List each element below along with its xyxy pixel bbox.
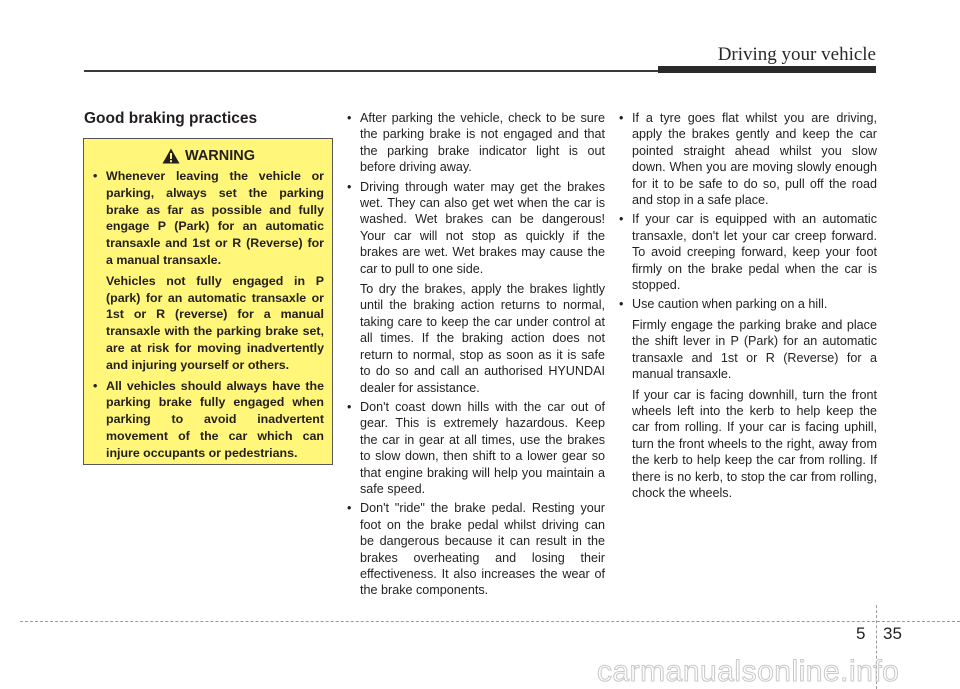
paragraph: • If a tyre goes flat whilst you are driving, apply the brakes gently and keep the car pointed straight ahead whilst you slow down. When you are moving slowly enough for it to be safe to do so, pull off the road and stop in a safe place. xyxy=(632,111,877,208)
warning-text: Vehicles not fully engaged in P (park) for an automatic transaxle or 1st or R (reverse) for a manual transaxle with the parking brake set, are at risk for moving inadvertently and injuring yourself or others. xyxy=(106,273,324,372)
warning-triangle-icon xyxy=(162,148,180,164)
column-3 xyxy=(619,110,877,504)
paragraph: To dry the brakes, apply the brakes lightly until the braking action returns to normal, taking care to keep the car under control at all times. If the braking action does not return to normal, stop as soon as it is safe to do so and call an authorised HYUNDAI dealer for assistance. xyxy=(360,282,605,395)
paragraph: • After parking the vehicle, check to be sure the parking brake is not engaged and that the parking brake indicator light is out before driving away. xyxy=(360,111,605,175)
warning-box xyxy=(83,138,333,465)
section-header-title: Driving your vehicle xyxy=(717,44,876,65)
bullet-list xyxy=(619,110,877,501)
warning-list xyxy=(93,168,324,462)
paragraph: • Don't coast down hills with the car out of gear. This is extremely hazardous. Keep the car in gear at all times, use the brakes to slow down, then shift to a lower gear so that engine braking will help you maintain a safe speed. xyxy=(360,399,605,496)
chapter-number: 5 xyxy=(856,624,866,643)
paragraph: • If your car is equipped with an automatic transaxle, don't let your car creep forward. To avoid creeping forward, keep your foot firmly on the brake pedal when the car is stopped. xyxy=(632,212,877,293)
column-2 xyxy=(347,110,605,602)
bullet-list xyxy=(347,110,605,599)
warning-item xyxy=(93,378,324,462)
paragraph: If your car is facing downhill, turn the front wheels left into the kerb to help keep the car from rolling. If your car is facing uphill, turn the front wheels to the right, away from the kerb to help keep the car from rolling. If there is no kerb, to stop the car from rolling, chock the wheels. xyxy=(632,387,877,500)
list-item xyxy=(347,110,605,176)
section-title: Good braking practices xyxy=(84,110,258,127)
header-rule xyxy=(84,70,658,72)
paragraph: • Driving through water may get the brakes wet. They can also get wet when the car is washed. Wet brakes can be dangerous! Your car will not stop as quickly if the brakes are wet. Wet brakes may cause the car to pull to one side. xyxy=(360,179,605,276)
footer-rule xyxy=(20,621,960,622)
warning-item xyxy=(93,168,324,374)
list-item xyxy=(619,211,877,293)
warning-text: • All vehicles should always have the parking brake fully engaged when parking to avoid inadvertent movement of the car which can injure occupants or pedestrians. xyxy=(106,378,324,460)
warning-title: WARNING xyxy=(184,148,256,164)
page-number: 35 xyxy=(883,624,902,643)
list-item xyxy=(619,296,877,501)
list-item xyxy=(619,110,877,208)
watermark: carmanualsonline.info xyxy=(597,655,900,688)
paragraph: • Don't "ride" the brake pedal. Resting your foot on the brake pedal whilst driving can be dangerous because it can result in the brakes overheating and losing their effectiveness. It also increases the wear of the brake components. xyxy=(360,501,605,598)
list-item xyxy=(347,500,605,598)
warning-text: • Whenever leaving the vehicle or parking, always set the parking brake as far as possible and fully engage P (Park) for an automatic transaxle and 1st or R (Reverse) for a manual transaxle. xyxy=(106,169,324,267)
list-item xyxy=(347,399,605,497)
paragraph: Firmly engage the parking brake and place the shift lever in P (Park) for an automatic transaxle and 1st or R (Reverse) for a manual transaxle. xyxy=(632,317,877,382)
warning-header xyxy=(93,148,324,164)
header-rule-thick xyxy=(658,66,876,73)
paragraph: • Use caution when parking on a hill. xyxy=(632,297,828,312)
list-item xyxy=(347,179,605,396)
